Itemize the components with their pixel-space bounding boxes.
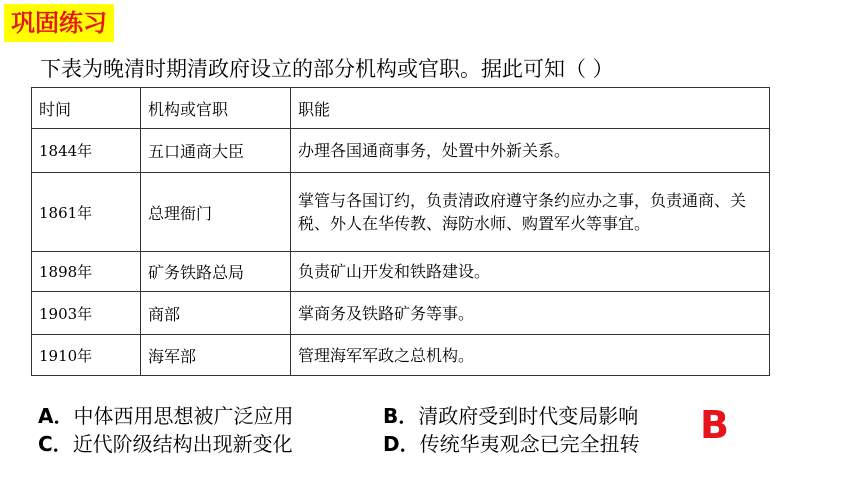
option-d[interactable]	[383, 430, 640, 459]
option-b[interactable]	[383, 402, 638, 431]
row-year: 1861年	[32, 173, 141, 252]
header-time: 时间	[32, 88, 141, 129]
option-a-text: 中体西用思想被广泛应用	[73, 404, 294, 428]
table-row	[32, 252, 770, 292]
row-year: 1910年	[32, 335, 141, 376]
row-year: 1903年	[32, 292, 141, 335]
table-row	[32, 335, 770, 376]
option-b-text: 清政府受到时代变局影响	[418, 404, 639, 428]
row-function: 掌管与各国订约，负责清政府遵守条约应办之事，负责通商、关税、外人在华传教、海防水师、购置军火等事宜。	[291, 173, 770, 252]
table-row	[32, 173, 770, 252]
row-function: 负责矿山开发和铁路建设。	[291, 252, 770, 292]
option-a[interactable]	[38, 402, 293, 431]
row-function: 掌商务及铁路矿务等事。	[291, 292, 770, 335]
row-institution: 商部	[141, 292, 291, 335]
table-row	[32, 129, 770, 173]
row-institution: 海军部	[141, 335, 291, 376]
option-c[interactable]	[38, 430, 293, 459]
institutions-table	[31, 87, 770, 376]
option-b-letter: B．	[383, 404, 419, 428]
option-d-letter: D．	[383, 432, 420, 456]
option-c-text: 近代阶级结构出现新变化	[72, 432, 293, 456]
answer-mark: B	[700, 403, 729, 447]
row-institution: 矿务铁路总局	[141, 252, 291, 292]
row-year: 1898年	[32, 252, 141, 292]
option-d-text: 传统华夷观念已完全扭转	[419, 432, 640, 456]
section-badge: 巩固练习	[4, 4, 114, 42]
option-a-letter: A．	[38, 404, 74, 428]
row-function: 管理海军军政之总机构。	[291, 335, 770, 376]
row-function: 办理各国通商事务，处置中外新关系。	[291, 129, 770, 173]
table-row	[32, 292, 770, 335]
header-function: 职能	[291, 88, 770, 129]
table-header-row	[32, 88, 770, 129]
row-institution: 五口通商大臣	[141, 129, 291, 173]
row-year: 1844年	[32, 129, 141, 173]
question-stem: 下表为晚清时期清政府设立的部分机构或官职。据此可知（ ）	[40, 57, 614, 81]
row-institution: 总理衙门	[141, 173, 291, 252]
header-institution: 机构或官职	[141, 88, 291, 129]
option-c-letter: C．	[38, 432, 73, 456]
